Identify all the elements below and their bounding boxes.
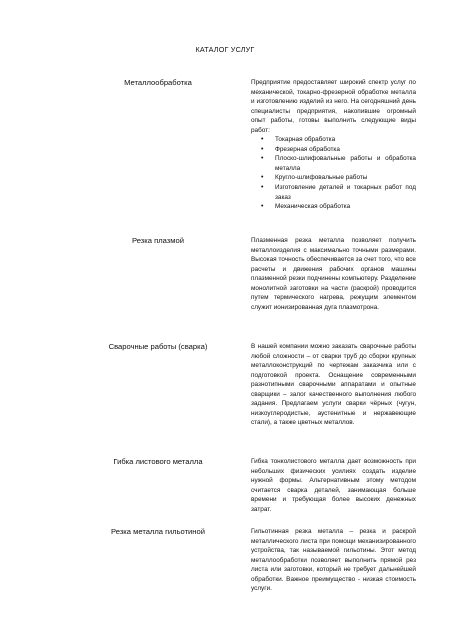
- service-description: Плазменная резка металла позволяет получить металлоизделия с максимально точными размерами. Высокая точность обеспечивается за счет того, что все расчеты и движения рабочих органов машины плазменной резки подчинены компьютеру. Разделение монолитной заготовки на части (раскрой) проводится путем термического нагрева, режущим элементом служит ионизированная дуга плазмотрона.: [251, 237, 416, 311]
- service-label: Резка плазмой: [132, 236, 184, 245]
- list-item: • Механическая обработка: [261, 202, 416, 212]
- service-description: Гильотинная резка металла – резка и раскрой металлического листа при помощи механизированного устройства, так называемой гильотины. Этот метод металлообработки позволяет выполнить прямой рез листа или заготовки, который не требует дальнейшей обработки. Важное преимущество - низкая стоимость услуги.: [251, 528, 416, 593]
- service-label: Сварочные работы (сварка): [108, 342, 208, 351]
- list-item: • Токарная обработка: [261, 135, 416, 145]
- service-list: [261, 135, 416, 211]
- service-label: Металлообработка: [124, 78, 192, 87]
- service-text: Предприятие предоставляет широкий спектр услуг по механической, токарно-фрезерной обработке металла и изготовлению изделий из него. На сегодняшний день специалисты предприятия, накопившие огромный опыт работы, готовы выполнить следующие виды работ:: [251, 79, 416, 134]
- service-label: Резка металла гильотиной: [111, 527, 205, 536]
- page-title: КАТАЛОГ УСЛУГ: [195, 45, 255, 54]
- service-description: [251, 78, 416, 212]
- list-item: • Изготовление деталей и токарных работ под заказ: [261, 183, 416, 202]
- service-description: Гибка тонколистового металла дает возможность при небольших физических усилиях создать изделие нужной формы. Альтернативным этому методом считается сварка деталей, занимающая больше времени и требующая более высоких денежных затрат.: [251, 458, 416, 513]
- list-item: • Плоско-шлифовальные работы и обработка металла: [261, 154, 416, 173]
- list-item: • Фрезерная обработка: [261, 145, 416, 155]
- list-item: • Кругло-шлифовальные работы: [261, 173, 416, 183]
- service-description: В нашей компании можно заказать сварочные работы любой сложности – от сварки труб до сборки крупных металлоконструкций по чертежам заказчика или с подготовкой проекта. Оснащение современными разнотипными сварочными аппаратами и опытные сварщики – залог качественного выполнения любого задания. Предлагаем услуги сварки чёрных (чугун, низкоуглеродистые, аустенитные и нержавеющие стали), а также цветных металлов.: [251, 343, 416, 427]
- service-label: Гибка листового металла: [113, 457, 203, 466]
